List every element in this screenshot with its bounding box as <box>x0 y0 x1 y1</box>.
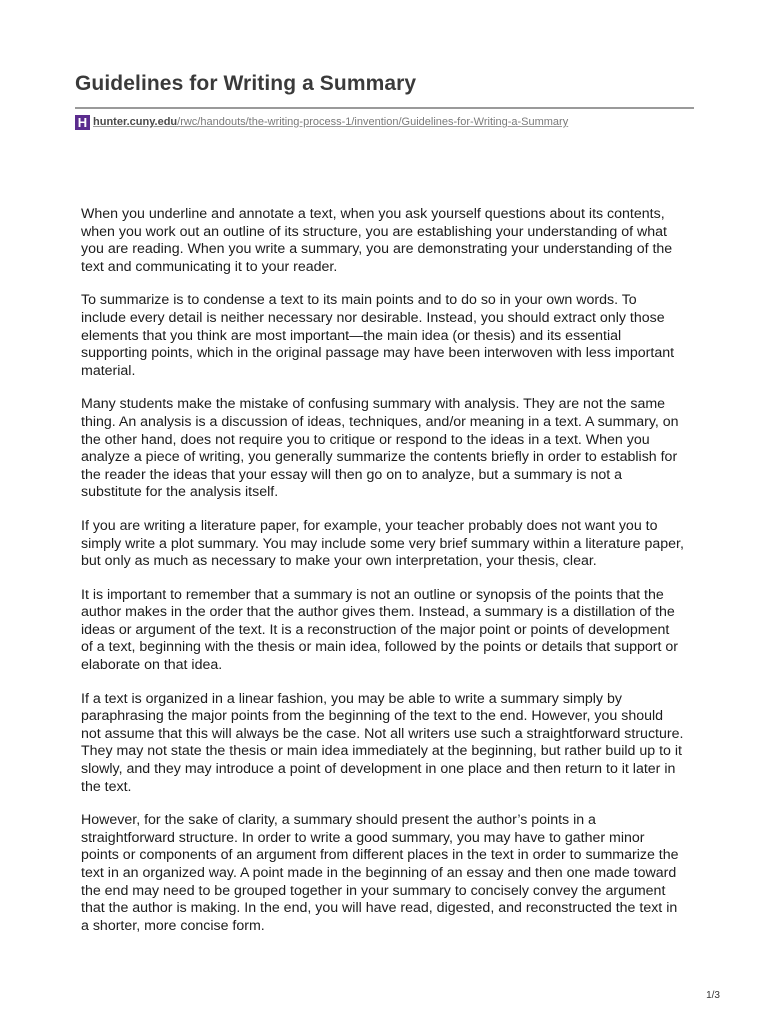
source-domain: hunter.cuny.edu <box>93 116 178 128</box>
paragraph-1: When you underline and annotate a text, when you ask yourself questions about its contents, when you work out an outline of its structure, you are establishing your understanding of what you are reading. When you write a summary, you are demonstrating your understanding of the text and communicating it to your reader. <box>81 206 673 275</box>
paragraph-5: It is important to remember that a summary is not an outline or synopsis of the points that the author makes in the order that the author gives them. Instead, a summary is a distillation of the ideas or argument of the text. It is a reconstruction of the major point or points of development of a text, beginning with the thesis or main idea, followed by the points or details that support or elaborate on that idea. <box>81 586 679 674</box>
page-title: Guidelines for Writing a Summary <box>75 72 417 95</box>
source-url-link[interactable] <box>93 116 568 128</box>
paragraph-6: If a text is organized in a linear fashion, you may be able to write a summary simply by paraphrasing the major points from the beginning of the text to the end. However, you should not assume that this will always be the case. Not all writers use such a straightforward structure. They may not state the thesis or main idea immediately at the beginning, but rather build up to it slowly, and they may introduce a point of development in one place and then return to it later in the text. <box>81 690 684 795</box>
document-body <box>81 206 685 951</box>
source-line <box>75 114 568 130</box>
title-divider <box>75 107 694 109</box>
source-path: /rwc/handouts/the-writing-process-1/invention/Guidelines-for-Writing-a-Summary <box>177 116 569 128</box>
paragraph-4: If you are writing a literature paper, for example, your teacher probably does not want you to simply write a plot summary. You may include some very brief summary within a literature paper, but only as much as necessary to make your own interpretation, your thesis, clear. <box>81 517 684 570</box>
paragraph-7: However, for the sake of clarity, a summary should present the author’s points in a straightforward structure. In order to write a good summary, you may have to gather minor points or components of an argument from different places in the text in order to summarize the text in an organized way. A point made in the beginning of an essay and then one made toward the end may need to be grouped together in your summary to concisely convey the argument that the author is making. In the end, you will have read, digested, and reconstructed the text in a shorter, more concise form. <box>81 812 679 934</box>
hunter-college-favicon-icon: H <box>75 115 90 130</box>
paragraph-3: Many students make the mistake of confusing summary with analysis. They are not the same thing. An analysis is a discussion of ideas, techniques, and/or meaning in a text. A summary, on the other hand, does not require you to critique or respond to the ideas in a text. When you analyze a piece of writing, you generally summarize the contents briefly in order to establish for the reader the ideas that your essay will then go on to analyze, but a summary is not a substitute for the analysis itself. <box>81 396 679 501</box>
page-number: 1/3 <box>706 990 720 1001</box>
paragraph-2: To summarize is to condense a text to its main points and to do so in your own words. To include every detail is neither necessary nor desirable. Instead, you should extract only those elements that you think are most important—the main idea (or thesis) and its essential supporting points, which in the original passage may have been interwoven with less important material. <box>81 292 675 379</box>
